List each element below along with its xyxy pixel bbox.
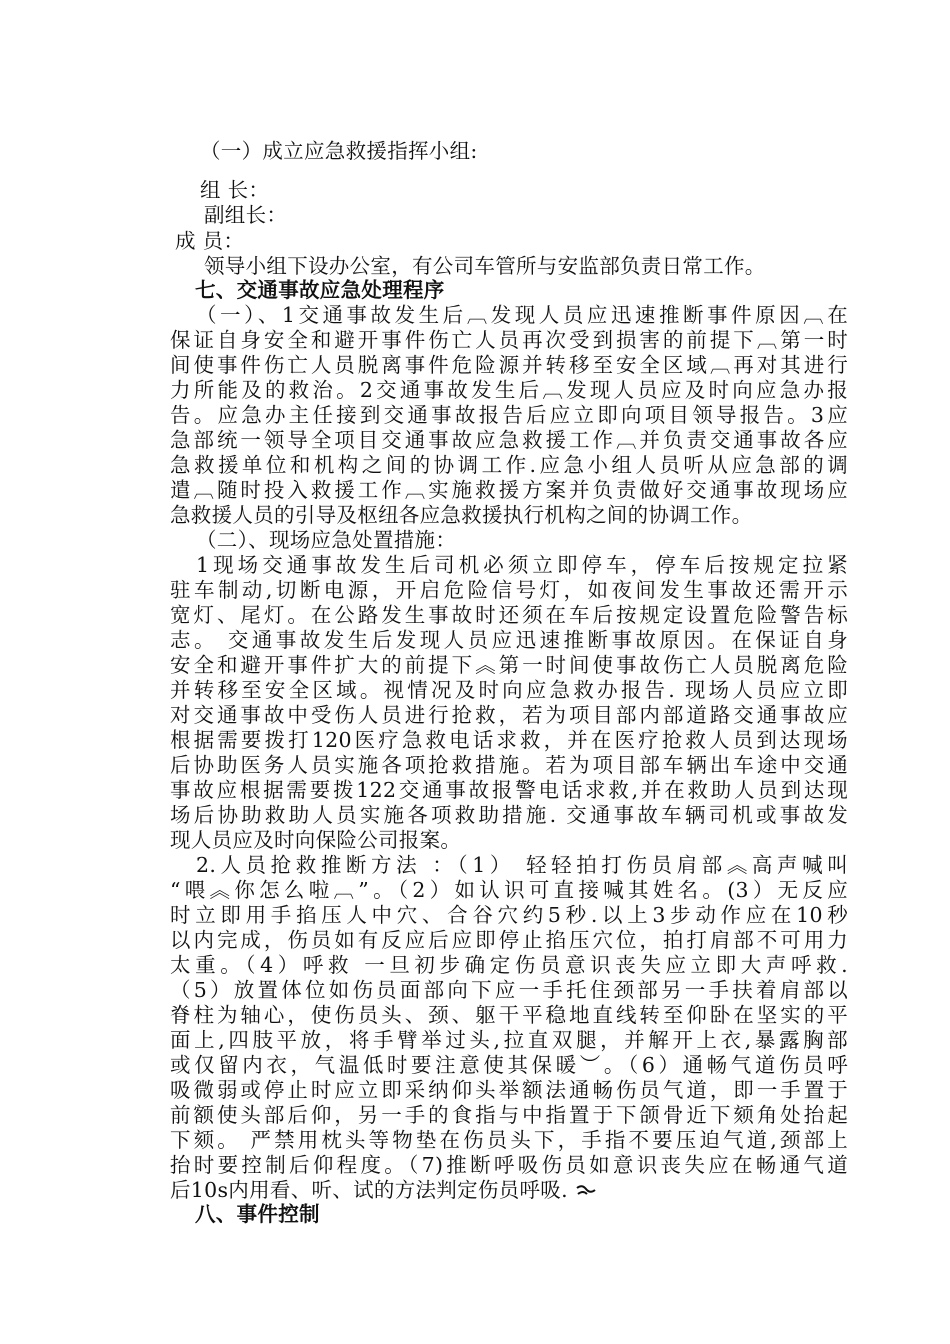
section-8-heading: 八、事件控制: [195, 1202, 320, 1226]
paragraph-line: 前额使头部后仰，另一手的食指与中指置于下颌骨近下颏角处抬起: [170, 1103, 848, 1127]
team-leader-label: 组 长：: [200, 178, 270, 202]
paragraph-line: 2.人员抢救推断方法 ：（1） 轻轻拍打伤员肩部︽高声喊叫: [196, 853, 848, 877]
office-paragraph: 领导小组下设办公室，有公司车管所与安监部负责日常工作。: [204, 254, 766, 278]
paragraph-line: 驻车制动,切断电源，开启危险信号灯，如夜间发生事故还需开示: [170, 578, 848, 602]
paragraph-line: 抬时要控制后仰程度。（7)推断呼吸伤员如意识丧失应在畅通气道: [170, 1153, 848, 1177]
paragraph-line: 面上,四肢平放，将手臂举过头,拉直双腿，并解开上衣,暴露胸部: [170, 1028, 848, 1052]
paragraph-line: 太重。（4）呼救 一旦初步确定伤员意识丧失应立即大声呼救.: [170, 953, 848, 977]
paragraph-line: “喂︽你怎么啦︹”。（2）如认识可直接喊其姓名。(3）无反应: [170, 878, 848, 902]
paragraph-line: 安全和避开事件扩大的前提下︽第一时间使事故伤亡人员脱离危险: [170, 653, 848, 677]
paragraph-line: 对交通事故中受伤人员进行抢救，若为项目部内部道路交通事故应: [170, 703, 848, 727]
subsection-heading: （二）、现场应急处置措施：: [196, 528, 457, 552]
paragraph-line: 告。应急办主任接到交通事故报告后应立即向项目领导报告。3应: [170, 403, 848, 427]
paragraph-line: 1现场交通事故发生后司机必须立即停车，停车后按规定拉紧: [196, 553, 848, 577]
paragraph-line: 遣︹随时投入救援工作︹实施救援方案并负责做好交通事故现场应: [170, 478, 848, 502]
paragraph-line: 或仅留内衣，气温低时要注意使其保暖︶。（6）通畅气道伤员呼: [170, 1053, 848, 1077]
paragraph-line: 力所能及的救治。2交通事故发生后︹发现人员应及时向应急办报: [170, 378, 848, 402]
paragraph-line: 以内完成，伤员如有反应后应即停止掐压穴位，拍打肩部不可用力: [170, 928, 848, 952]
paragraph-line: 志。 交通事故发生后发现人员应迅速推断事故原因。在保证自身: [170, 628, 848, 652]
paragraph-line: 后协助医务人员实施各项抢救措施。若为项目部车辆出车途中交通: [170, 753, 848, 777]
deputy-leader-label: 副组长：: [204, 203, 288, 227]
paragraph-line-text: 后10s内用看、听、试的方法判定伤员呼吸.: [170, 1178, 568, 1202]
paragraph-line: 场后协助救助人员实施各项救助措施. 交通事故车辆司机或事故发: [170, 803, 848, 827]
section-heading-group: （一）成立应急救援指挥小组:: [200, 139, 478, 163]
paragraph-line: 并转移至安全区域。视情况及时向应急救办报告. 现场人员应立即: [170, 678, 848, 702]
end-mark-icon: [575, 1184, 597, 1198]
paragraph-line: 吸微弱或停止时应立即采纳仰头举额法通畅伤员气道，即一手置于: [170, 1078, 848, 1102]
paragraph-line: 根据需要拨打120医疗急救电话求救，并在医疗抢救人员到达现场: [170, 728, 848, 752]
paragraph-line: （一）、1交通事故发生后︹发现人员应迅速推断事件原因︹在: [196, 303, 848, 327]
section-7-heading: 七、交通事故应急处理程序: [195, 278, 445, 302]
paragraph-line: 保证自身安全和避开事件伤亡人员再次受到损害的前提下︹第一时: [170, 328, 848, 352]
paragraph-line: 急救援人员的引导及枢纽各应急救援执行机构之间的协调工作。: [170, 503, 753, 527]
paragraph-line: 急救援单位和机构之间的协调工作.应急小组人员听从应急部的调: [170, 453, 848, 477]
paragraph-line: 下颏。 严禁用枕头等物垫在伤员头下，手指不要压迫气道,颈部上: [170, 1128, 848, 1152]
paragraph-line: （5）放置体位如伤员面部向下应一手托住颈部另一手扶着肩部以: [170, 978, 848, 1002]
paragraph-line-end: [170, 1177, 597, 1203]
paragraph-line: 间使事件伤亡人员脱离事件危险源并转移至安全区域︹再对其进行: [170, 353, 848, 377]
paragraph-line: 急部统一领导全项目交通事故应急救援工作︹并负责交通事故各应: [170, 428, 848, 452]
paragraph-line: 事故应根据需要拨122交通事故报警电话求救,并在救助人员到达现: [170, 778, 848, 802]
paragraph-line: 宽灯、尾灯。在公路发生事故时还须在车后按规定设置危险警告标: [170, 603, 848, 627]
paragraph-line: 现人员应及时向保险公司报案。: [170, 828, 462, 852]
members-label: 成 员：: [175, 229, 245, 253]
paragraph-line: 时立即用手掐压人中穴、合谷穴约5秒.以上3步动作应在10秒: [170, 903, 848, 927]
paragraph-line: 脊柱为轴心，使伤员头、颈、躯干平稳地直线转至仰卧在坚实的平: [170, 1003, 848, 1027]
